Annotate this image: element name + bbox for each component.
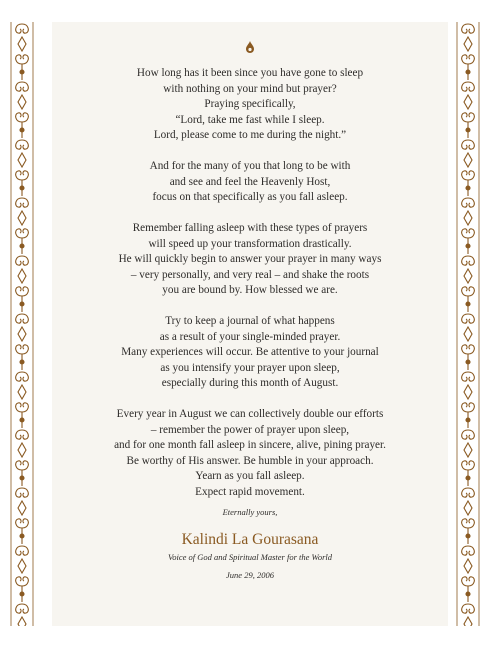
letter-line: And for the many of you that long to be with <box>149 160 351 172</box>
letter-line: as a result of your single-minded prayer. <box>159 330 341 343</box>
letter-body <box>52 66 448 516</box>
letter-line: Yearn as you fall asleep. <box>195 470 305 482</box>
letter-line: especially during this month of August. <box>161 377 339 389</box>
letter-line: as you intensify your prayer upon sleep, <box>160 361 340 374</box>
letter-line: – very personally, and very real – and shake the roots <box>130 268 370 281</box>
signoff: Eternally yours, <box>222 507 278 517</box>
letter-line: you are bound by. How blessed we are. <box>162 284 338 296</box>
left-scroll-border-icon <box>9 22 35 626</box>
letter-line: How long has it been since you have gone to sleep <box>136 67 364 79</box>
letter-line: and for one month fall asleep in sincere, alive, pining prayer. <box>114 439 386 451</box>
letter-line: Try to keep a journal of what happens <box>165 315 335 327</box>
letter-line: Many experiences will occur. Be attentive to your journal <box>121 346 379 358</box>
letter-line: He will quickly begin to answer your prayer in many ways <box>118 253 382 265</box>
letter-line: focus on that specifically as you fall asleep. <box>152 191 348 203</box>
stanza <box>52 221 448 299</box>
letter-panel <box>52 22 448 626</box>
letter-line: Every year in August we can collectively double our efforts <box>116 408 384 420</box>
letter-line: with nothing on your mind but prayer? <box>163 82 337 95</box>
letter-date: June 29, 2006 <box>226 570 274 580</box>
letter-line: Praying specifically, <box>204 98 296 110</box>
stanza <box>52 66 448 144</box>
letter-line: Remember falling asleep with these types of prayers <box>132 222 368 234</box>
stanza <box>52 314 448 392</box>
author-name: Kalindi La Gourasana <box>181 531 319 548</box>
right-scroll-border <box>455 22 481 626</box>
right-scroll-border-icon <box>455 22 481 626</box>
letter-line: will speed up your transformation drastically. <box>148 237 352 250</box>
left-scroll-border <box>9 22 35 626</box>
letter-line: “Lord, take me fast while I sleep. <box>175 113 325 126</box>
letter-line: Lord, please come to me during the night.” <box>153 129 347 141</box>
letter-line: and see and feel the Heavenly Host, <box>169 175 331 188</box>
author-role: Voice of God and Spiritual Master for the World <box>167 552 332 562</box>
flame-ornament-icon <box>245 41 255 53</box>
letter-line: – remember the power of prayer upon sleep, <box>150 423 350 436</box>
stanza <box>52 159 448 206</box>
stanza <box>52 407 448 500</box>
letter-line: Expect rapid movement. <box>195 485 305 498</box>
letter-line: Be worthy of His answer. Be humble in your approach. <box>126 454 374 467</box>
